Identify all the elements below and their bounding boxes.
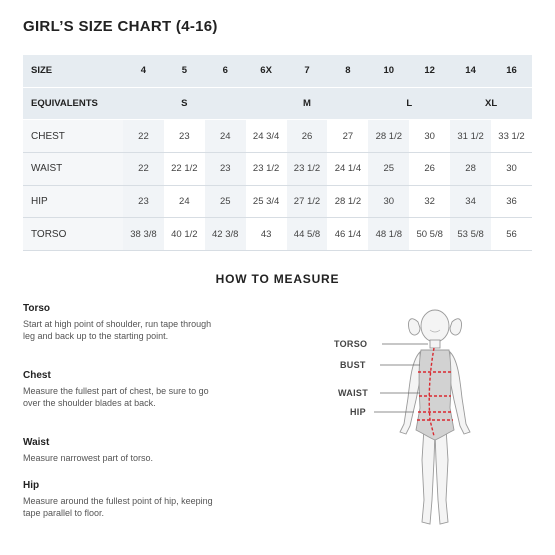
table-row (23, 120, 532, 153)
table-cell: 24 3/4 (246, 120, 287, 153)
size-cell: 7 (287, 55, 328, 87)
instruction-text: Measure the fullest part of chest, be sure to go over the shoulder blades at back. (23, 386, 209, 408)
size-cell: 16 (491, 55, 532, 87)
table-cell: 28 1/2 (327, 185, 368, 218)
figure-label-bust: BUST (340, 360, 366, 370)
table-cell: 24 (164, 185, 205, 218)
table-cell: 33 1/2 (491, 120, 532, 153)
table-cell: 25 (205, 185, 246, 218)
table-cell: 22 (123, 120, 164, 153)
table-cell: 23 (205, 153, 246, 186)
equivalent-cell: M (246, 87, 369, 120)
table-cell: 30 (368, 185, 409, 218)
measurement-figure (330, 300, 530, 540)
table-cell: 48 1/8 (368, 218, 409, 251)
instruction-waist (23, 437, 218, 464)
table-cell: 22 1/2 (164, 153, 205, 186)
row-label: TORSO (23, 218, 123, 251)
table-cell: 56 (491, 218, 532, 251)
size-cell: 12 (409, 55, 450, 87)
instruction-torso (23, 303, 218, 342)
equivalents-row-label: EQUIVALENTS (23, 87, 123, 120)
table-cell: 23 (164, 120, 205, 153)
girl-figure-icon (330, 300, 530, 540)
equivalent-cell: S (123, 87, 246, 120)
size-cell: 4 (123, 55, 164, 87)
equivalent-cell: XL (450, 87, 532, 120)
table-row (23, 185, 532, 218)
size-row (23, 55, 532, 87)
how-to-measure-title: HOW TO MEASURE (215, 272, 340, 286)
table-cell: 42 3/8 (205, 218, 246, 251)
table-cell: 46 1/4 (327, 218, 368, 251)
table-cell: 23 (123, 185, 164, 218)
figure-label-torso: TORSO (334, 339, 368, 349)
size-cell: 10 (368, 55, 409, 87)
figure-label-waist: WAIST (338, 388, 368, 398)
table-cell: 34 (450, 185, 491, 218)
instruction-text: Measure around the fullest point of hip, keeping tape parallel to floor. (23, 496, 213, 518)
table-cell: 28 1/2 (368, 120, 409, 153)
size-cell: 8 (327, 55, 368, 87)
instruction-heading: Chest (23, 370, 51, 381)
table-row (23, 153, 532, 186)
table-cell: 26 (409, 153, 450, 186)
table-cell: 38 3/8 (123, 218, 164, 251)
table-cell: 43 (246, 218, 287, 251)
page-title: GIRL’S SIZE CHART (4-16) (23, 18, 218, 35)
table-cell: 24 1/4 (327, 153, 368, 186)
table-cell: 30 (409, 120, 450, 153)
instruction-text: Start at high point of shoulder, run tape through leg and back up to the starting point. (23, 319, 212, 341)
table-cell: 31 1/2 (450, 120, 491, 153)
instruction-heading: Torso (23, 303, 51, 314)
size-cell: 6 (205, 55, 246, 87)
table-cell: 23 1/2 (246, 153, 287, 186)
row-label: CHEST (23, 120, 123, 153)
size-cell: 14 (450, 55, 491, 87)
table-cell: 24 (205, 120, 246, 153)
equivalent-cell: L (368, 87, 450, 120)
table-cell: 28 (450, 153, 491, 186)
table-cell: 44 5/8 (287, 218, 328, 251)
instruction-heading: Hip (23, 480, 40, 491)
table-cell: 23 1/2 (287, 153, 328, 186)
row-label: HIP (23, 185, 123, 218)
instruction-chest (23, 370, 218, 409)
table-cell: 25 (368, 153, 409, 186)
equivalents-row (23, 87, 532, 120)
table-cell: 53 5/8 (450, 218, 491, 251)
row-label: WAIST (23, 153, 123, 186)
table-cell: 22 (123, 153, 164, 186)
table-cell: 30 (491, 153, 532, 186)
figure-label-hip: HIP (350, 407, 366, 417)
table-cell: 27 (327, 120, 368, 153)
table-cell: 40 1/2 (164, 218, 205, 251)
table-cell: 26 (287, 120, 328, 153)
table-row (23, 218, 532, 251)
size-cell: 5 (164, 55, 205, 87)
table-cell: 25 3/4 (246, 185, 287, 218)
instruction-heading: Waist (23, 437, 50, 448)
table-cell: 36 (491, 185, 532, 218)
instruction-text: Measure narrowest part of torso. (23, 453, 154, 463)
size-row-label: SIZE (23, 55, 123, 87)
instruction-hip (23, 480, 218, 519)
size-cell: 6X (246, 55, 287, 87)
table-cell: 50 5/8 (409, 218, 450, 251)
size-chart-table (23, 55, 532, 251)
table-cell: 27 1/2 (287, 185, 328, 218)
table-cell: 32 (409, 185, 450, 218)
